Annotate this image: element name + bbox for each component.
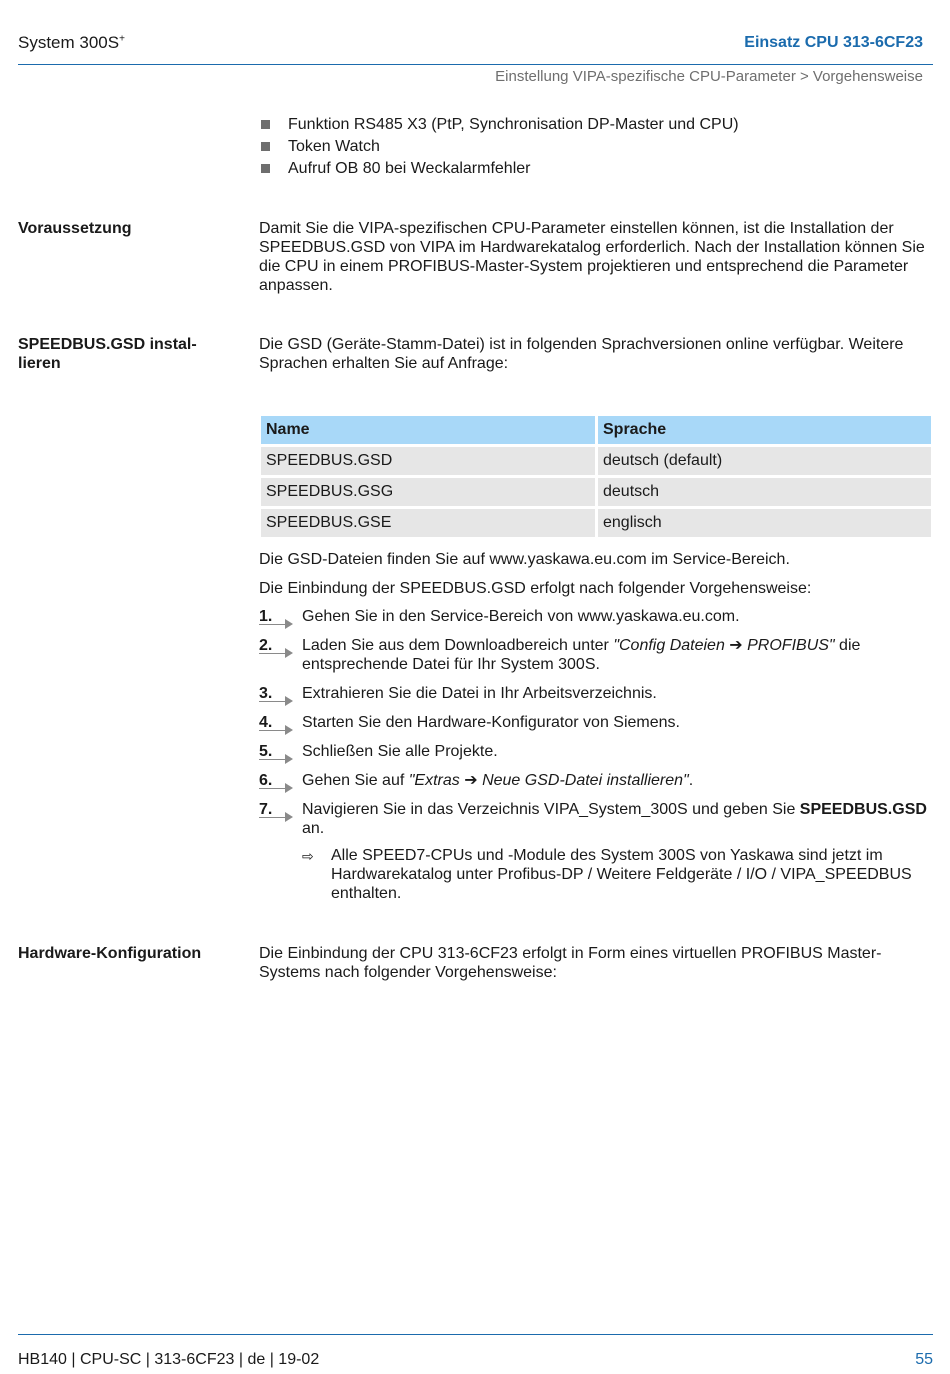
column-header-sprache: Sprache: [598, 416, 931, 444]
step-result: ⇨ Alle SPEED7-CPUs und -Module des System 300S von Yaskawa sind jetzt im Hardwarekatalog unter Profibus-DP / Weitere Feldgeräte / I/O / VIPA_SPEEDBUS enthalten.: [302, 847, 912, 902]
section-text-hardware: Die Einbindung der CPU 313-6CF23 erfolgt in Form eines virtuellen PROFIBUS Master-Systems nach folgender Vorgehensweise:: [259, 945, 882, 981]
product-title: System 300S+: [18, 33, 125, 52]
column-header-name: Name: [261, 416, 595, 444]
step-arrow-icon: [285, 783, 293, 793]
square-bullet-icon: [261, 164, 270, 173]
menu-path-italic: "Config Dateien ➔ PROFIBUS": [613, 637, 835, 654]
step-arrow-icon: [285, 725, 293, 735]
product-superscript: +: [119, 33, 125, 45]
table-cell: englisch: [598, 509, 931, 537]
step-4: 4. Starten Sie den Hardware-Konfigurator von Siemens.: [259, 713, 934, 732]
table-cell: deutsch: [598, 478, 931, 506]
gsd-install-steps: [259, 607, 934, 848]
square-bullet-icon: [261, 142, 270, 151]
step-2: 2. Laden Sie aus dem Downloadbereich unter "Config Dateien ➔ PROFIBUS" die entsprechende Datei für Ihr System 300S.: [259, 637, 861, 673]
intro-bullet-list: [259, 115, 739, 181]
step-arrow-icon: [285, 754, 293, 764]
step-arrow-icon: [285, 696, 293, 706]
step-1: 1. Gehen Sie in den Service-Bereich von www.yaskawa.eu.com.: [259, 607, 934, 626]
menu-path-italic: "Extras ➔ Neue GSD-Datei installieren": [408, 772, 689, 789]
table-header-row: [261, 416, 931, 444]
step-number: 4.: [259, 713, 293, 732]
breadcrumb: Einstellung VIPA-spezifische CPU-Parameter > Vorgehensweise: [495, 68, 923, 85]
step-7: 7. Navigieren Sie in das Verzeichnis VIPA_System_300S und geben Sie SPEEDBUS.GSD an.: [259, 801, 927, 837]
header-rule: [18, 64, 933, 65]
chapter-title: Einsatz CPU 313-6CF23: [744, 34, 923, 51]
gsd-filename-bold: SPEEDBUS.GSD: [799, 801, 927, 818]
step-arrow-icon: [285, 812, 293, 822]
gsd-language-table: [258, 413, 934, 540]
table-cell: SPEEDBUS.GSD: [261, 447, 595, 475]
gsd-download-note: Die GSD-Dateien finden Sie auf www.yaskawa.eu.com im Service-Bereich.: [259, 551, 790, 568]
table-cell: SPEEDBUS.GSG: [261, 478, 595, 506]
step-6: 6. Gehen Sie auf "Extras ➔ Neue GSD-Datei installieren".: [259, 771, 934, 790]
table-row: [261, 478, 931, 506]
list-item: Aufruf OB 80 bei Weckalarmfehler: [259, 159, 739, 181]
step-number: 7.: [259, 800, 293, 819]
square-bullet-icon: [261, 120, 270, 129]
result-arrow-icon: ⇨: [302, 848, 314, 864]
section-text-voraussetzung: Damit Sie die VIPA-spezifischen CPU-Parameter einstellen können, ist die Installation der SPEEDBUS.GSD von VIPA im Hardwarekatalog erforderlich. Nach der Installation können Sie die CPU in einem PROFIBUS-Master-System projektieren und entsprechend die Parameter anpassen.: [259, 220, 925, 294]
step-number: 6.: [259, 771, 293, 790]
step-arrow-icon: [285, 648, 293, 658]
step-5: 5. Schließen Sie alle Projekte.: [259, 742, 934, 761]
step-number: 3.: [259, 684, 293, 703]
section-title-gsd-install: SPEEDBUS.GSD instal- lieren: [18, 336, 197, 372]
step-arrow-icon: [285, 619, 293, 629]
table-cell: SPEEDBUS.GSE: [261, 509, 595, 537]
table-row: [261, 509, 931, 537]
table-cell: deutsch (default): [598, 447, 931, 475]
footer-rule: [18, 1334, 933, 1335]
gsd-procedure-intro: Die Einbindung der SPEEDBUS.GSD erfolgt nach folgender Vorgehensweise:: [259, 580, 812, 597]
footer-doc-info: HB140 | CPU-SC | 313-6CF23 | de | 19-02: [18, 1351, 320, 1368]
page-number: 55: [915, 1351, 933, 1368]
list-item: Token Watch: [259, 137, 739, 159]
step-number: 2.: [259, 636, 293, 655]
section-title-hardware: Hardware-Konfiguration: [18, 945, 202, 962]
step-number: 1.: [259, 607, 293, 626]
step-3: 3. Extrahieren Sie die Datei in Ihr Arbeitsverzeichnis.: [259, 684, 934, 703]
section-text-gsd-install: Die GSD (Geräte-Stamm-Datei) ist in folgenden Sprachversionen online verfügbar. Weitere Sprachen erhalten Sie auf Anfrage:: [259, 336, 904, 372]
table-row: [261, 447, 931, 475]
step-number: 5.: [259, 742, 293, 761]
section-title-voraussetzung: Voraussetzung: [18, 220, 132, 237]
list-item: Funktion RS485 X3 (PtP, Synchronisation DP-Master und CPU): [259, 115, 739, 137]
